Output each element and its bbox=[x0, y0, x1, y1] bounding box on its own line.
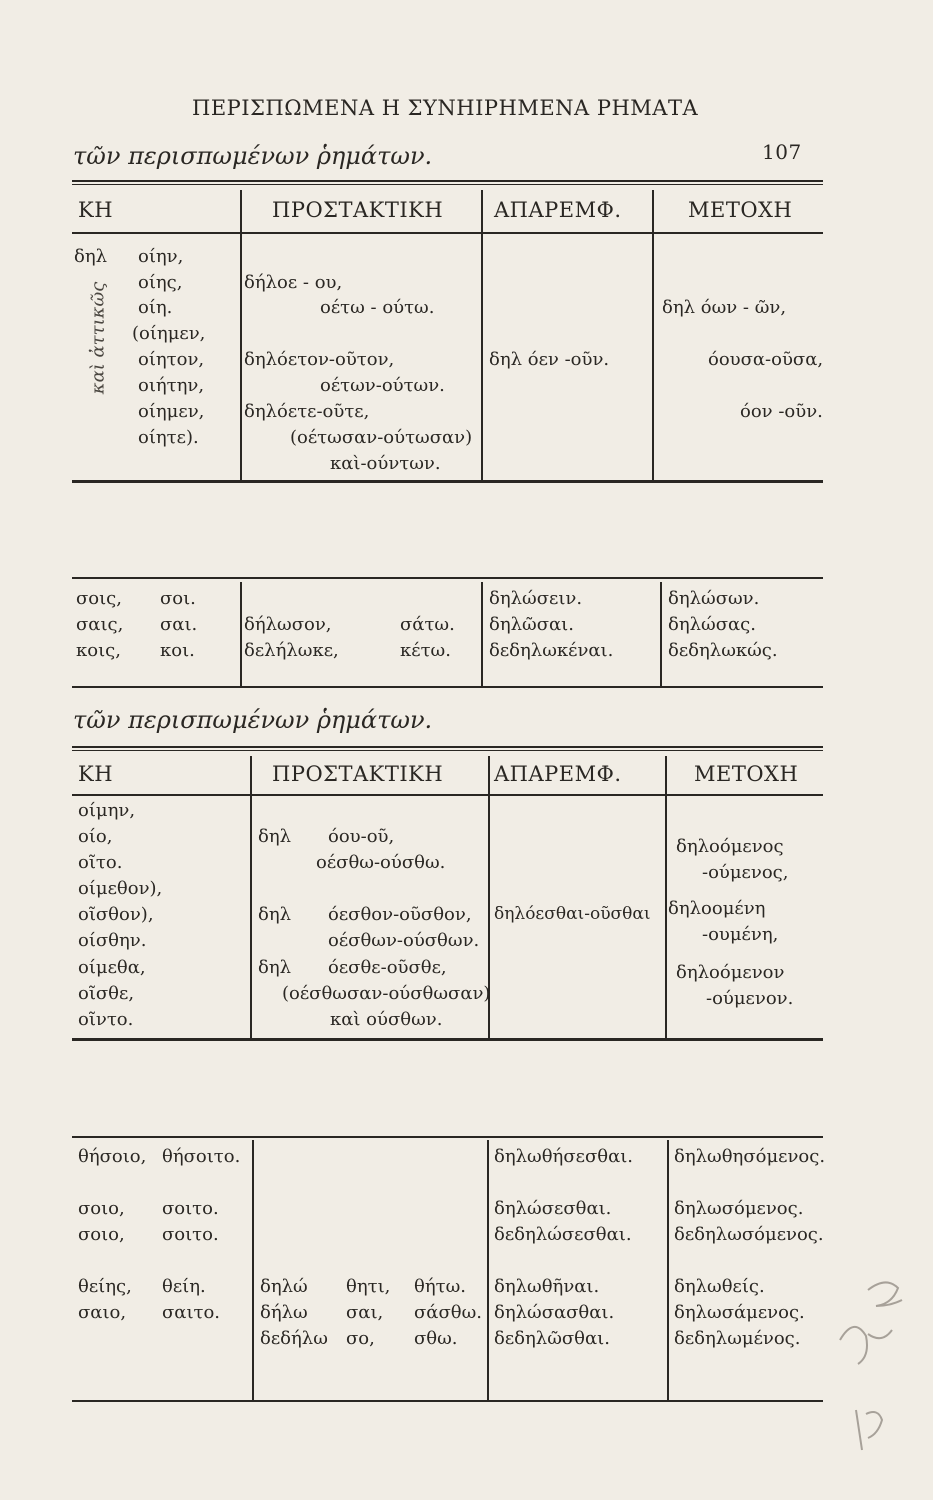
page-number: 107 bbox=[762, 140, 802, 164]
table1-side-label: καὶ ἀττικῶς bbox=[87, 281, 109, 395]
pencil-marginalia bbox=[820, 1260, 920, 1460]
table4-end-3: σοιο, bbox=[78, 1198, 125, 1219]
table2-imp-2: σάτω. bbox=[400, 614, 455, 635]
table4-end-7: θείης, bbox=[78, 1276, 132, 1297]
table4-part-3: δεδηλωσόμενος. bbox=[674, 1224, 824, 1245]
table1-imp-2: οέτω - ούτω. bbox=[320, 297, 435, 318]
table1-part-1: δηλ όων - ῶν, bbox=[662, 297, 787, 318]
table1-col-divider-1 bbox=[240, 190, 242, 482]
table3-end-5: οῖσθον), bbox=[78, 904, 154, 925]
table4-imp-5: σο, bbox=[346, 1328, 375, 1349]
table3-bottom-rule bbox=[72, 1038, 823, 1041]
table2-part-3: δεδηλωκώς. bbox=[668, 640, 778, 661]
table4-part-6: δεδηλωμένος. bbox=[674, 1328, 801, 1349]
table3-header-participle: ΜΕΤΟΧΗ bbox=[694, 762, 799, 786]
table1-imp-6: (οέτωσαν-ούτωσαν) bbox=[290, 427, 473, 448]
table2-bottom-rule bbox=[72, 686, 823, 688]
table4-part-2: δηλωσόμενος. bbox=[674, 1198, 804, 1219]
table2-inf-2: δηλῶσαι. bbox=[489, 614, 574, 635]
table4-imp-stem-1: δηλώ bbox=[260, 1276, 308, 1297]
table3-imp-4: οέσθων-ούσθων. bbox=[328, 930, 480, 951]
table4-imp-4: σάσθω. bbox=[414, 1302, 482, 1323]
table1-subtitle: τῶν περισπωμένων ῥημάτων. bbox=[73, 142, 433, 170]
table4-imp-6: σθω. bbox=[414, 1328, 458, 1349]
table4-imp-1: θητι, bbox=[346, 1276, 391, 1297]
table3-part-4: -ουμένη, bbox=[702, 924, 779, 945]
table3-imp-1: όου-οῦ, bbox=[328, 826, 395, 847]
table1-header-ke: ΚΗ bbox=[78, 198, 114, 222]
table4-end-10: σαιτο. bbox=[162, 1302, 221, 1323]
table4-imp-stem-3: δεδήλω bbox=[260, 1328, 328, 1349]
table3-part-1: δηλοόμενος bbox=[676, 836, 784, 857]
table3-end-3: οῖτο. bbox=[78, 852, 123, 873]
table3-header-ke: ΚΗ bbox=[78, 762, 114, 786]
table4-col-divider-3 bbox=[667, 1140, 669, 1402]
table3-imp-stem-2: δηλ bbox=[258, 904, 292, 925]
table4-end-2: θήσοιτο. bbox=[162, 1146, 241, 1167]
table3-end-8: οῖσθε, bbox=[78, 983, 135, 1004]
table4-inf-1: δηλωθήσεσθαι. bbox=[494, 1146, 633, 1167]
table1-col-divider-3 bbox=[652, 190, 654, 482]
table1-ending-4: (οίημεν, bbox=[132, 323, 206, 344]
table4-end-6: σοιτο. bbox=[162, 1224, 219, 1245]
table4-end-5: σοιο, bbox=[78, 1224, 125, 1245]
table1-header-rule bbox=[72, 232, 823, 234]
table1-header-infinitive: ΑΠΑΡΕΜΦ. bbox=[494, 198, 622, 222]
table4-col-divider-1 bbox=[252, 1140, 254, 1402]
table3-end-1: οίμην, bbox=[78, 800, 136, 821]
table3-part-5: δηλοόμενον bbox=[676, 962, 785, 983]
table3-part-2: -ούμενος, bbox=[702, 862, 789, 883]
table2-top-rule bbox=[72, 577, 823, 579]
table3-part-6: -ούμενον. bbox=[706, 988, 794, 1009]
table3-imp-7: καὶ ούσθων. bbox=[330, 1009, 443, 1030]
table2-part-1: δηλώσων. bbox=[668, 588, 760, 609]
table1-part-2: όουσα-οῦσα, bbox=[708, 349, 824, 370]
table1-ending-3: οίη. bbox=[138, 297, 173, 318]
table3-imp-5: όεσθε-οῦσθε, bbox=[328, 957, 447, 978]
table4-top-rule bbox=[72, 1136, 823, 1138]
table3-top-rule bbox=[72, 746, 823, 748]
table2-end-4: σαι. bbox=[160, 614, 198, 635]
table1-col-divider-2 bbox=[481, 190, 483, 482]
table4-inf-5: δηλώσασθαι. bbox=[494, 1302, 615, 1323]
table1-top-rule-thin bbox=[72, 184, 823, 185]
table4-inf-3: δεδηλώσεσθαι. bbox=[494, 1224, 632, 1245]
table3-imp-stem-1: δηλ bbox=[258, 826, 292, 847]
table4-end-9: σαιο, bbox=[78, 1302, 127, 1323]
table2-inf-3: δεδηλωκέναι. bbox=[489, 640, 614, 661]
table1-top-rule bbox=[72, 180, 823, 182]
table3-header-rule bbox=[72, 794, 823, 796]
table1-part-3: όον -οῦν. bbox=[740, 401, 823, 422]
table4-part-4: δηλωθείς. bbox=[674, 1276, 765, 1297]
table1-stem: δηλ bbox=[74, 246, 108, 267]
table2-part-2: δηλώσας. bbox=[668, 614, 756, 635]
table4-inf-4: δηλωθῆναι. bbox=[494, 1276, 600, 1297]
table2-imp-4: κέτω. bbox=[400, 640, 451, 661]
table3-imp-2: οέσθω-ούσθω. bbox=[316, 852, 446, 873]
table4-bottom-rule bbox=[72, 1400, 823, 1402]
table3-imp-3: όεσθον-οῦσθον, bbox=[328, 904, 472, 925]
table4-col-divider-2 bbox=[487, 1140, 489, 1402]
table3-part-3: δηλοομένη bbox=[668, 898, 766, 919]
table3-subtitle: τῶν περισπωμένων ῥημάτων. bbox=[73, 706, 433, 734]
table1-imp-5: δηλόετε-οῦτε, bbox=[244, 401, 370, 422]
table1-ending-6: οιήτην, bbox=[138, 375, 205, 396]
table3-col-divider-3 bbox=[665, 756, 667, 1040]
table3-end-6: οίσθην. bbox=[78, 930, 147, 951]
table2-end-2: σοι. bbox=[160, 588, 196, 609]
table4-inf-6: δεδηλῶσθαι. bbox=[494, 1328, 610, 1349]
table3-end-9: οῖντο. bbox=[78, 1009, 134, 1030]
table2-end-6: κοι. bbox=[160, 640, 195, 661]
table3-col-divider-1 bbox=[250, 756, 252, 1040]
table3-header-infinitive: ΑΠΑΡΕΜΦ. bbox=[494, 762, 622, 786]
table4-end-1: θήσοιο, bbox=[78, 1146, 147, 1167]
table4-part-1: δηλωθησόμενος. bbox=[674, 1146, 826, 1167]
table2-imp-1: δήλωσον, bbox=[244, 614, 332, 635]
table1-ending-5: οίητον, bbox=[138, 349, 205, 370]
table4-imp-2: θήτω. bbox=[414, 1276, 466, 1297]
table1-imp-1: δήλοε - ου, bbox=[244, 272, 343, 293]
running-head: ΠΕΡΙΣΠΩΜΕΝΑ Η ΣΥΝΗΙΡΗΜΕΝΑ ΡΗΜΑΤΑ bbox=[192, 96, 699, 120]
table4-end-8: θείη. bbox=[162, 1276, 206, 1297]
table2-end-5: κοις, bbox=[76, 640, 121, 661]
table3-end-2: οίο, bbox=[78, 826, 113, 847]
table1-infinitive: δηλ όεν -οῦν. bbox=[489, 349, 610, 370]
table3-header-imperative: ΠΡΟΣΤΑΚΤΙΚΗ bbox=[272, 762, 444, 786]
table2-inf-1: δηλώσειν. bbox=[489, 588, 583, 609]
table3-imp-stem-3: δηλ bbox=[258, 957, 292, 978]
table1-ending-1: οίην, bbox=[138, 246, 184, 267]
table2-col-divider-2 bbox=[481, 582, 483, 686]
table3-end-7: οίμεθα, bbox=[78, 957, 146, 978]
table1-bottom-rule bbox=[72, 480, 823, 483]
table4-imp-stem-2: δήλω bbox=[260, 1302, 308, 1323]
table2-end-3: σαις, bbox=[76, 614, 124, 635]
table1-ending-7: οίημεν, bbox=[138, 401, 205, 422]
table3-end-4: οίμεθον), bbox=[78, 878, 163, 899]
table2-col-divider-1 bbox=[240, 582, 242, 686]
table4-imp-3: σαι, bbox=[346, 1302, 384, 1323]
table2-col-divider-3 bbox=[660, 582, 662, 686]
table1-ending-2: οίης, bbox=[138, 272, 183, 293]
table1-imp-3: δηλόετον-οῦτον, bbox=[244, 349, 395, 370]
table3-imp-6: (οέσθωσαν-ούσθωσαν) bbox=[282, 983, 491, 1004]
table1-imp-7: καὶ-ούντων. bbox=[330, 453, 441, 474]
table1-header-imperative: ΠΡΟΣΤΑΚΤΙΚΗ bbox=[272, 198, 444, 222]
table1-ending-8: οίητε). bbox=[138, 427, 199, 448]
table4-end-4: σοιτο. bbox=[162, 1198, 219, 1219]
table1-header-participle: ΜΕΤΟΧΗ bbox=[688, 198, 793, 222]
table1-imp-4: οέτων-ούτων. bbox=[320, 375, 445, 396]
table3-infinitive: δηλόεσθαι-οῦσθαι bbox=[494, 904, 651, 924]
table4-part-5: δηλωσάμενος. bbox=[674, 1302, 805, 1323]
table2-imp-3: δελήλωκε, bbox=[244, 640, 339, 661]
table2-end-1: σοις, bbox=[76, 588, 122, 609]
table4-inf-2: δηλώσεσθαι. bbox=[494, 1198, 612, 1219]
table3-top-rule-thin bbox=[72, 750, 823, 751]
